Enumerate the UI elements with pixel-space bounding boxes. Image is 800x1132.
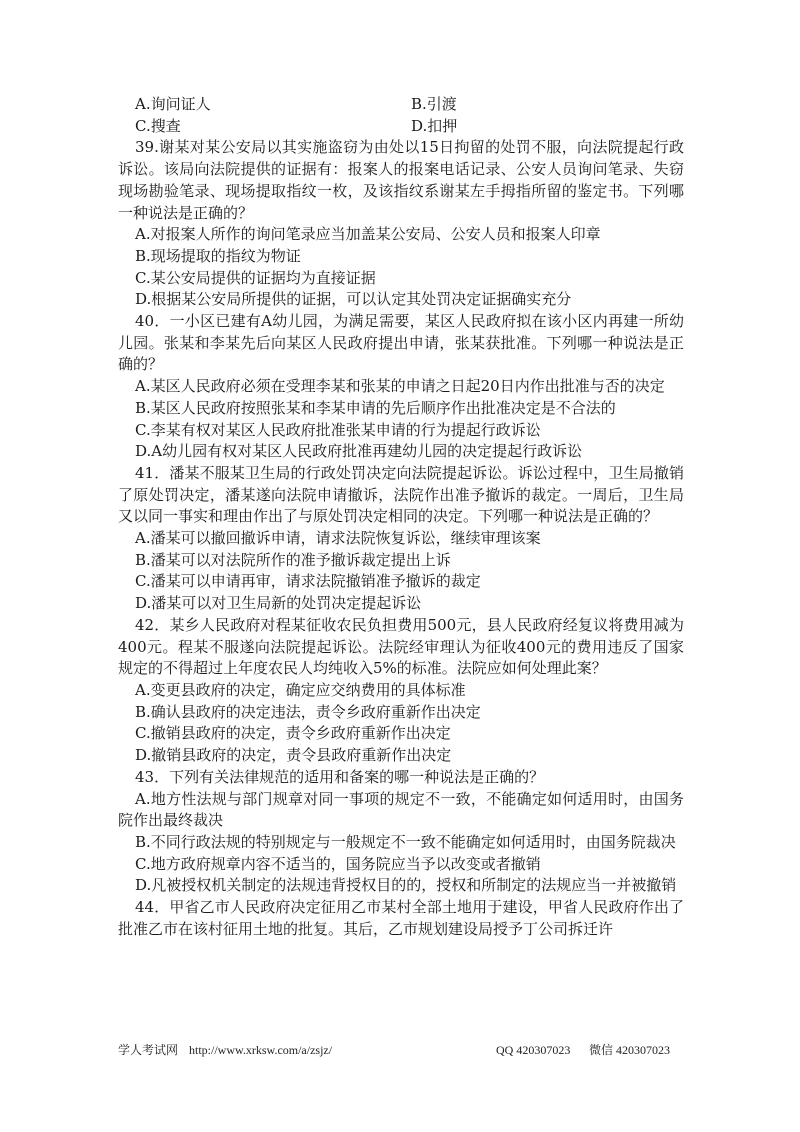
option-text: B.现场提取的指纹为物证 (135, 246, 301, 265)
option-text: B.不同行政法规的特别规定与一般规定不一致不能确定如何适用时，由国务院裁决 (135, 832, 676, 851)
option-text: D.凡被授权机关制定的法规违背授权目的的，授权和所制定的法规应当一并被撤销 (135, 876, 677, 895)
question-40 (118, 311, 684, 463)
option-text: D.根据某公安局所提供的证据，可以认定其处罚决定证据确实充分 (135, 290, 572, 309)
question-stem: 39.谢某对某公安局以其实施盗窃为由处以15日拘留的处罚不服，向法院提起行政诉讼。该局向法院提供的证据有：报案人的报案电话记录、公安人员询问笔录、失窃现场勘验笔录、现场提取指纹一枚，及该指纹系谢某左手拇指所留的鉴定书。下列哪一种说法是正确的？ (118, 138, 684, 222)
option-text: A.变更县政府的决定，确定应交纳费用的具体标准 (135, 680, 466, 699)
question-stem: 43．下列有关法律规范的适用和备案的哪一种说法是正确的？ (135, 767, 545, 786)
top-options (118, 94, 684, 137)
option-text: C.撤销县政府的决定，责令乡政府重新作出决定 (135, 724, 451, 743)
question-44 (118, 897, 684, 940)
page-footer (118, 1040, 684, 1060)
footer-qq: QQ 420307023 (496, 1043, 571, 1057)
option-text: B.确认县政府的决定违法，责令乡政府重新作出决定 (135, 702, 481, 721)
option-text: B.引渡 (411, 95, 457, 113)
question-stem: 41．潘某不服某卫生局的行政处罚决定向法院提起诉讼。诉讼过程中，卫生局撤销了原处罚决定，潘某遂向法院申请撤诉，法院作出准予撤诉的裁定。一周后，卫生局又以同一事实和理由作出了与原处罚决定相同的决定。下列哪一种说法是正确的？ (118, 463, 684, 526)
option-text: C.潘某可以申请再审，请求法院撤销准予撤诉的裁定 (135, 572, 481, 591)
footer-site-name: 学人考试网 (118, 1043, 179, 1057)
option-text: D.撤销县政府的决定，责令县政府重新作出决定 (135, 746, 452, 765)
question-stem: 40．一小区已建有A幼儿园，为满足需要，某区人民政府拟在该小区内再建一所幼儿园。张某和李某先后向某区人民政府提出申请，张某获批准。下列哪一种说法是正确的？ (118, 312, 684, 374)
question-stem: 44．甲省乙市人民政府决定征用乙市某村全部土地用于建设，甲省人民政府作出了批准乙市在该村征用土地的批复。其后，乙市规划建设局授予丁公司拆迁许 (118, 898, 684, 938)
option-text: A.询问证人 (135, 95, 211, 113)
option-text: A.某区人民政府必须在受理李某和张某的申请之日起20日内作出批准与否的决定 (135, 377, 665, 396)
option-text: C.地方政府规章内容不适当的，国务院应当予以改变或者撤销 (135, 854, 541, 873)
option-text: B.某区人民政府按照张某和李某申请的先后顺序作出批准决定是不合法的 (135, 398, 616, 417)
question-43 (118, 767, 684, 897)
question-42 (118, 615, 684, 767)
option-text: C.某公安局提供的证据均为直接证据 (135, 268, 376, 287)
option-text: A.对报案人所作的询问笔录应当加盖某公安局、公安人员和报案人印章 (135, 225, 601, 244)
question-39 (118, 137, 684, 311)
option-text: C.李某有权对某区人民政府批准张某申请的行为提起行政诉讼 (135, 420, 541, 439)
option-text: D.潘某可以对卫生局新的处罚决定提起诉讼 (135, 594, 422, 613)
document-body (118, 94, 684, 940)
question-41 (118, 463, 684, 615)
question-stem: 42．某乡人民政府对程某征收农民负担费用500元，县人民政府经复议将费用减为400元。程某不服遂向法院提起诉讼。法院经审理认为征收400元的费用违反了国家规定的不得超过上年度农民人均纯收入5%的标准。法院应如何处理此案？ (118, 615, 684, 678)
option-text: A.潘某可以撤回撤诉申请，请求法院恢复诉讼，继续审理该案 (135, 529, 541, 548)
option-text: D.扣押 (411, 116, 458, 135)
option-text: C.搜查 (135, 116, 181, 135)
footer-wechat: 微信 420307023 (589, 1043, 671, 1057)
option-text: A.地方性法规与部门规章对同一事项的规定不一致，不能确定如何适用时，由国务院作出最终裁决 (118, 789, 684, 830)
option-text: B.潘某可以对法院所作的准予撤诉裁定提出上诉 (135, 550, 451, 569)
option-text: D.A幼儿园有权对某区人民政府批准再建幼儿园的决定提起行政诉讼 (135, 442, 583, 461)
footer-url-link[interactable]: http://www.xrksw.com/a/zsjz/ (189, 1043, 333, 1057)
